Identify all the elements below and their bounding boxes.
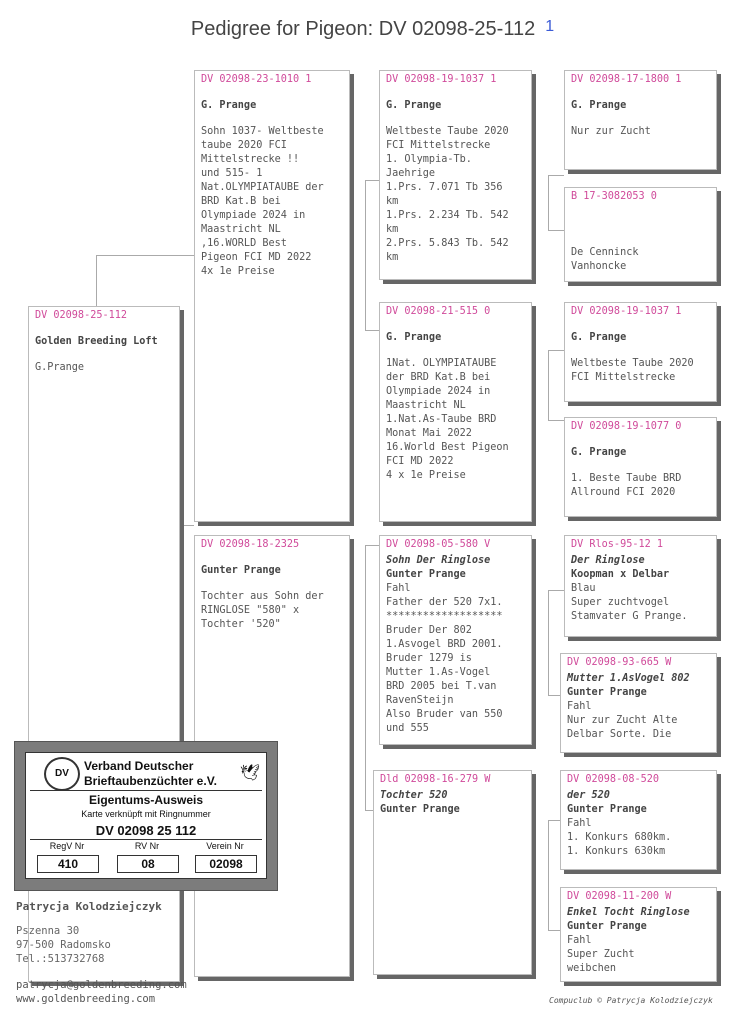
connector bbox=[96, 255, 97, 307]
connector bbox=[365, 180, 379, 181]
card-subheading: Karte verknüpft mit Ringnummer bbox=[81, 809, 211, 819]
card-breeder: Gunter Prange bbox=[567, 921, 647, 932]
org-name-line2: Brieftaubenzüchter e.V. bbox=[84, 774, 217, 788]
connector bbox=[180, 525, 194, 526]
page-title bbox=[0, 18, 745, 41]
ring-number: DV 02098-05-580 V bbox=[386, 539, 491, 550]
card-name: Sohn Der Ringlose bbox=[386, 555, 491, 566]
card-name: der 520 bbox=[567, 790, 610, 801]
card-name: G. Prange bbox=[571, 100, 627, 111]
divider bbox=[30, 839, 262, 840]
footer-credit: Compuclub © Patrycja Kolodziejczyk bbox=[549, 996, 713, 1005]
connector bbox=[548, 590, 564, 591]
card-name: G. Prange bbox=[571, 332, 627, 343]
ownership-card bbox=[14, 741, 278, 891]
grandparent-card-1[interactable] bbox=[379, 70, 532, 280]
ring-number: DV Rlos-95-12 1 bbox=[571, 539, 664, 550]
card-text: Tochter aus Sohn der RINGLOSE "580" x Tochter '520" bbox=[201, 591, 324, 630]
card-text: Nur zur Zucht bbox=[571, 126, 651, 137]
card-name: Golden Breeding Loft bbox=[35, 336, 158, 347]
divider bbox=[30, 790, 262, 791]
card-breeder: Gunter Prange bbox=[386, 569, 466, 580]
owner-street: Pszenna 30 bbox=[16, 925, 80, 937]
card-text: Weltbeste Taube 2020 FCI Mittelstrecke bbox=[571, 358, 694, 383]
ring-number: DV 02098-23-1010 1 bbox=[201, 74, 312, 85]
owner-name: Patrycja Kolodziejczyk bbox=[16, 900, 162, 913]
grandparent-card-2[interactable] bbox=[379, 302, 532, 522]
card-breeder: Gunter Prange bbox=[567, 804, 647, 815]
card-text: Blau Super zuchtvogel Stamvater G Prange. bbox=[571, 583, 688, 622]
title-mark: 1 bbox=[545, 18, 555, 35]
great-grandparent-card-5[interactable] bbox=[564, 535, 717, 637]
card-text: Fahl Super Zucht weibchen bbox=[567, 935, 635, 974]
connector bbox=[548, 350, 564, 351]
card-name: Tochter 520 bbox=[380, 790, 448, 801]
connector bbox=[365, 330, 379, 331]
ring-number: DV 02098-18-2325 bbox=[201, 539, 300, 550]
connector bbox=[548, 590, 549, 695]
org-name-line1: Verband Deutscher bbox=[84, 759, 194, 773]
connector bbox=[365, 545, 379, 546]
regv-label: RegV Nr bbox=[49, 841, 85, 851]
regv-value: 410 bbox=[37, 855, 99, 873]
card-name: G. Prange bbox=[386, 332, 442, 343]
grandparent-card-4[interactable] bbox=[373, 770, 532, 975]
connector bbox=[96, 255, 196, 256]
ring-number: DV 02098-17-1800 1 bbox=[571, 74, 682, 85]
verband-logo-icon: DV bbox=[44, 757, 80, 791]
great-grandparent-card-2[interactable] bbox=[564, 187, 717, 282]
card-name: G. Prange bbox=[201, 100, 257, 111]
great-grandparent-card-1[interactable] bbox=[564, 70, 717, 170]
connector bbox=[548, 230, 564, 231]
connector bbox=[365, 545, 366, 810]
card-text: Fahl 1. Konkurs 680km. 1. Konkurs 630km bbox=[567, 818, 672, 857]
contact-website[interactable]: www.goldenbreeding.com bbox=[16, 993, 156, 1005]
ring-number: DV 02098-93-665 W bbox=[567, 657, 672, 668]
contact-email[interactable]: patrycja@goldenbreeding.com bbox=[16, 979, 187, 991]
card-text: Sohn 1037- Weltbeste taube 2020 FCI Mittelstrecke !! und 515- 1 Nat.OLYMPIATAUBE der BRD Kat.B bei Olympiade 2024 in Maastricht NL ,16.WORLD Best Pigeon FCI MD 2022 4x 1e Preise bbox=[201, 126, 324, 277]
connector bbox=[548, 820, 549, 930]
rv-label: RV Nr bbox=[134, 841, 160, 851]
ring-number: DV 02098-11-200 W bbox=[567, 891, 672, 902]
ring-number: DV 02098-08-520 bbox=[567, 774, 660, 785]
card-name: Mutter 1.AsVogel 802 bbox=[567, 673, 690, 684]
connector bbox=[548, 420, 564, 421]
card-text: G.Prange bbox=[35, 362, 85, 373]
ring-number: DV 02098-21-515 0 bbox=[386, 306, 491, 317]
card-text: 1. Beste Taube BRD Allround FCI 2020 bbox=[571, 473, 682, 498]
card-text: Fahl Nur zur Zucht Alte Delbar Sorte. Die bbox=[567, 701, 678, 740]
great-grandparent-card-4[interactable] bbox=[564, 417, 717, 517]
great-grandparent-card-6[interactable] bbox=[560, 653, 717, 753]
ring-number: DV 02098-25-112 bbox=[35, 310, 128, 321]
connector bbox=[365, 180, 366, 330]
connector bbox=[548, 350, 549, 420]
card-breeder: Gunter Prange bbox=[380, 804, 460, 815]
rv-value: 08 bbox=[117, 855, 179, 873]
card-heading: Eigentums-Ausweis bbox=[88, 793, 204, 807]
grandparent-card-3[interactable] bbox=[379, 535, 532, 745]
parent-card-father[interactable] bbox=[194, 70, 350, 522]
owner-city: 97-500 Radomsko bbox=[16, 939, 111, 951]
great-grandparent-card-3[interactable] bbox=[564, 302, 717, 402]
ring-number: DV 02098-19-1077 0 bbox=[571, 421, 682, 432]
card-name: G. Prange bbox=[386, 100, 442, 111]
verein-value: 02098 bbox=[195, 855, 257, 873]
great-grandparent-card-8[interactable] bbox=[560, 887, 717, 982]
pigeon-icon: 🕊 bbox=[240, 765, 261, 782]
card-breeder: Gunter Prange bbox=[567, 687, 647, 698]
connector bbox=[548, 175, 549, 230]
card-name: G. Prange bbox=[571, 447, 627, 458]
ring-number: Dld 02098-16-279 W bbox=[380, 774, 491, 785]
card-ring-number: DV 02098 25 112 bbox=[95, 823, 197, 838]
card-text: De Cenninck Vanhoncke bbox=[571, 247, 639, 272]
title-text: Pedigree for Pigeon: DV 02098-25-112 bbox=[190, 18, 536, 40]
verein-label: Verein Nr bbox=[206, 841, 244, 851]
ownership-card-inner bbox=[25, 752, 267, 879]
card-name: Gunter Prange bbox=[201, 565, 281, 576]
card-text: Weltbeste Taube 2020 FCI Mittelstrecke 1. Olympia-Tb. Jaehrige 1.Prs. 7.071 Tb 356 km 1.Prs. 2.234 Tb. 542 km 2.Prs. 5.843 Tb. 542 km bbox=[386, 126, 509, 263]
ring-number: DV 02098-19-1037 1 bbox=[386, 74, 497, 85]
contact-block bbox=[16, 978, 187, 1006]
card-text: 1Nat. OLYMPIATAUBE der BRD Kat.B bei Olympiade 2024 in Maastricht NL 1.Nat.As-Taube BRD Monat Mai 2022 16.World Best Pigeon FCI MD 2022 4 x 1e Preise bbox=[386, 358, 509, 481]
ring-number: B 17-3082053 0 bbox=[571, 191, 657, 202]
card-name: Enkel Tocht Ringlose bbox=[567, 907, 690, 918]
great-grandparent-card-7[interactable] bbox=[560, 770, 717, 870]
ring-number: DV 02098-19-1037 1 bbox=[571, 306, 682, 317]
owner-tel: Tel.:513732768 bbox=[16, 953, 105, 965]
connector bbox=[548, 175, 564, 176]
card-name: Der Ringlose bbox=[571, 555, 645, 566]
card-breeder: Koopman x Delbar bbox=[571, 569, 670, 580]
card-text: Fahl Father der 520 7x1. ******************* Bruder Der 802 1.Asvogel BRD 2001. Bruder 1279 is Mutter 1.As-Vogel BRD 2005 bei T.van RavenSteijn Also Bruder van 550 und 555 bbox=[386, 583, 503, 734]
owner-block bbox=[16, 900, 162, 966]
